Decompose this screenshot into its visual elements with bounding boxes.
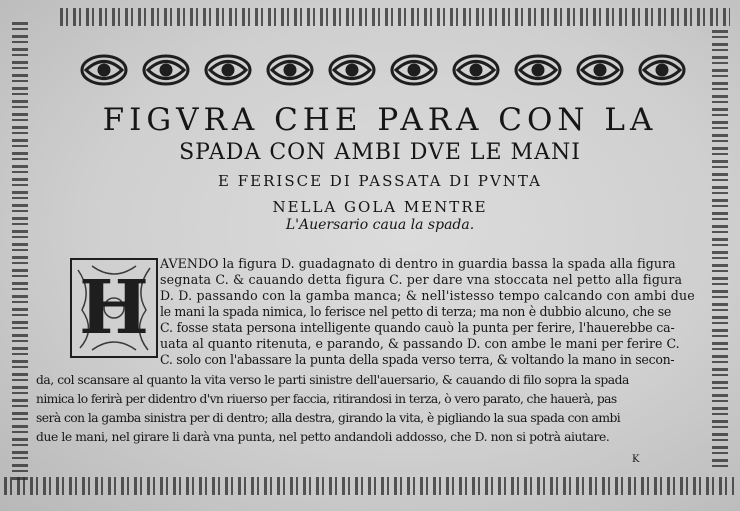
body-line: segnata C. & cauando detta figura C. per dare vna stoccata nel petto alla figura [160, 272, 683, 287]
body-line: nimica lo ferirà per didentro d'vn riuerso per faccia, ritirandosi in terza, ò vero parato, che hauerà, pas [36, 392, 617, 406]
body-line: D. D. passando con la gamba manca; & nell'istesso tempo calcando con ambi due [160, 288, 695, 303]
subtitle-line-3: NELLA GOLA MENTRE [272, 198, 488, 216]
body-line: C. solo con l'abassare la punta della spada verso terra, & voltando la mano in secon- [160, 352, 675, 367]
subtitle-line-4: L'Auersario caua la spada. [285, 217, 475, 233]
body-line: serà con la gamba sinistra per di dentro; alla destra, girando la vita, è pigliando la sua spada con ambi [36, 411, 621, 425]
body-line: da, col scansare al quanto la vita verso le parti sinistre dell'auersario, & cauando di filo sopra la spada [36, 373, 629, 387]
subtitle-line-2: E FERISCE DI PASSATA DI PVNTA [218, 172, 542, 190]
body-line: AVENDO la figura D. guadagnato di dentro in guardia bassa la spada alla figura [160, 256, 676, 271]
signature-mark: K [632, 454, 640, 465]
page-title: FIGVRA CHE PARA CON LA [102, 102, 658, 138]
initial-letter: H [79, 265, 149, 351]
body-line: C. fosse stata persona intelligente quando cauò la punta per ferire, l'hauerebbe ca- [160, 320, 675, 335]
body-line: uata al quanto ritenuta, e parando, & passando D. con ambe le mani per ferire C. [160, 336, 680, 351]
subtitle-line-1: SPADA CON AMBI DVE LE MANI [179, 140, 581, 165]
body-line: le mani la spada nimica, lo ferisce nel petto di terza; ma non è dubbio alcuno, che se [160, 304, 671, 319]
body-line: due le mani, nel girare li darà vna punta, nel petto andandoli addosso, che D. non si potrà aiutare. [36, 430, 610, 444]
